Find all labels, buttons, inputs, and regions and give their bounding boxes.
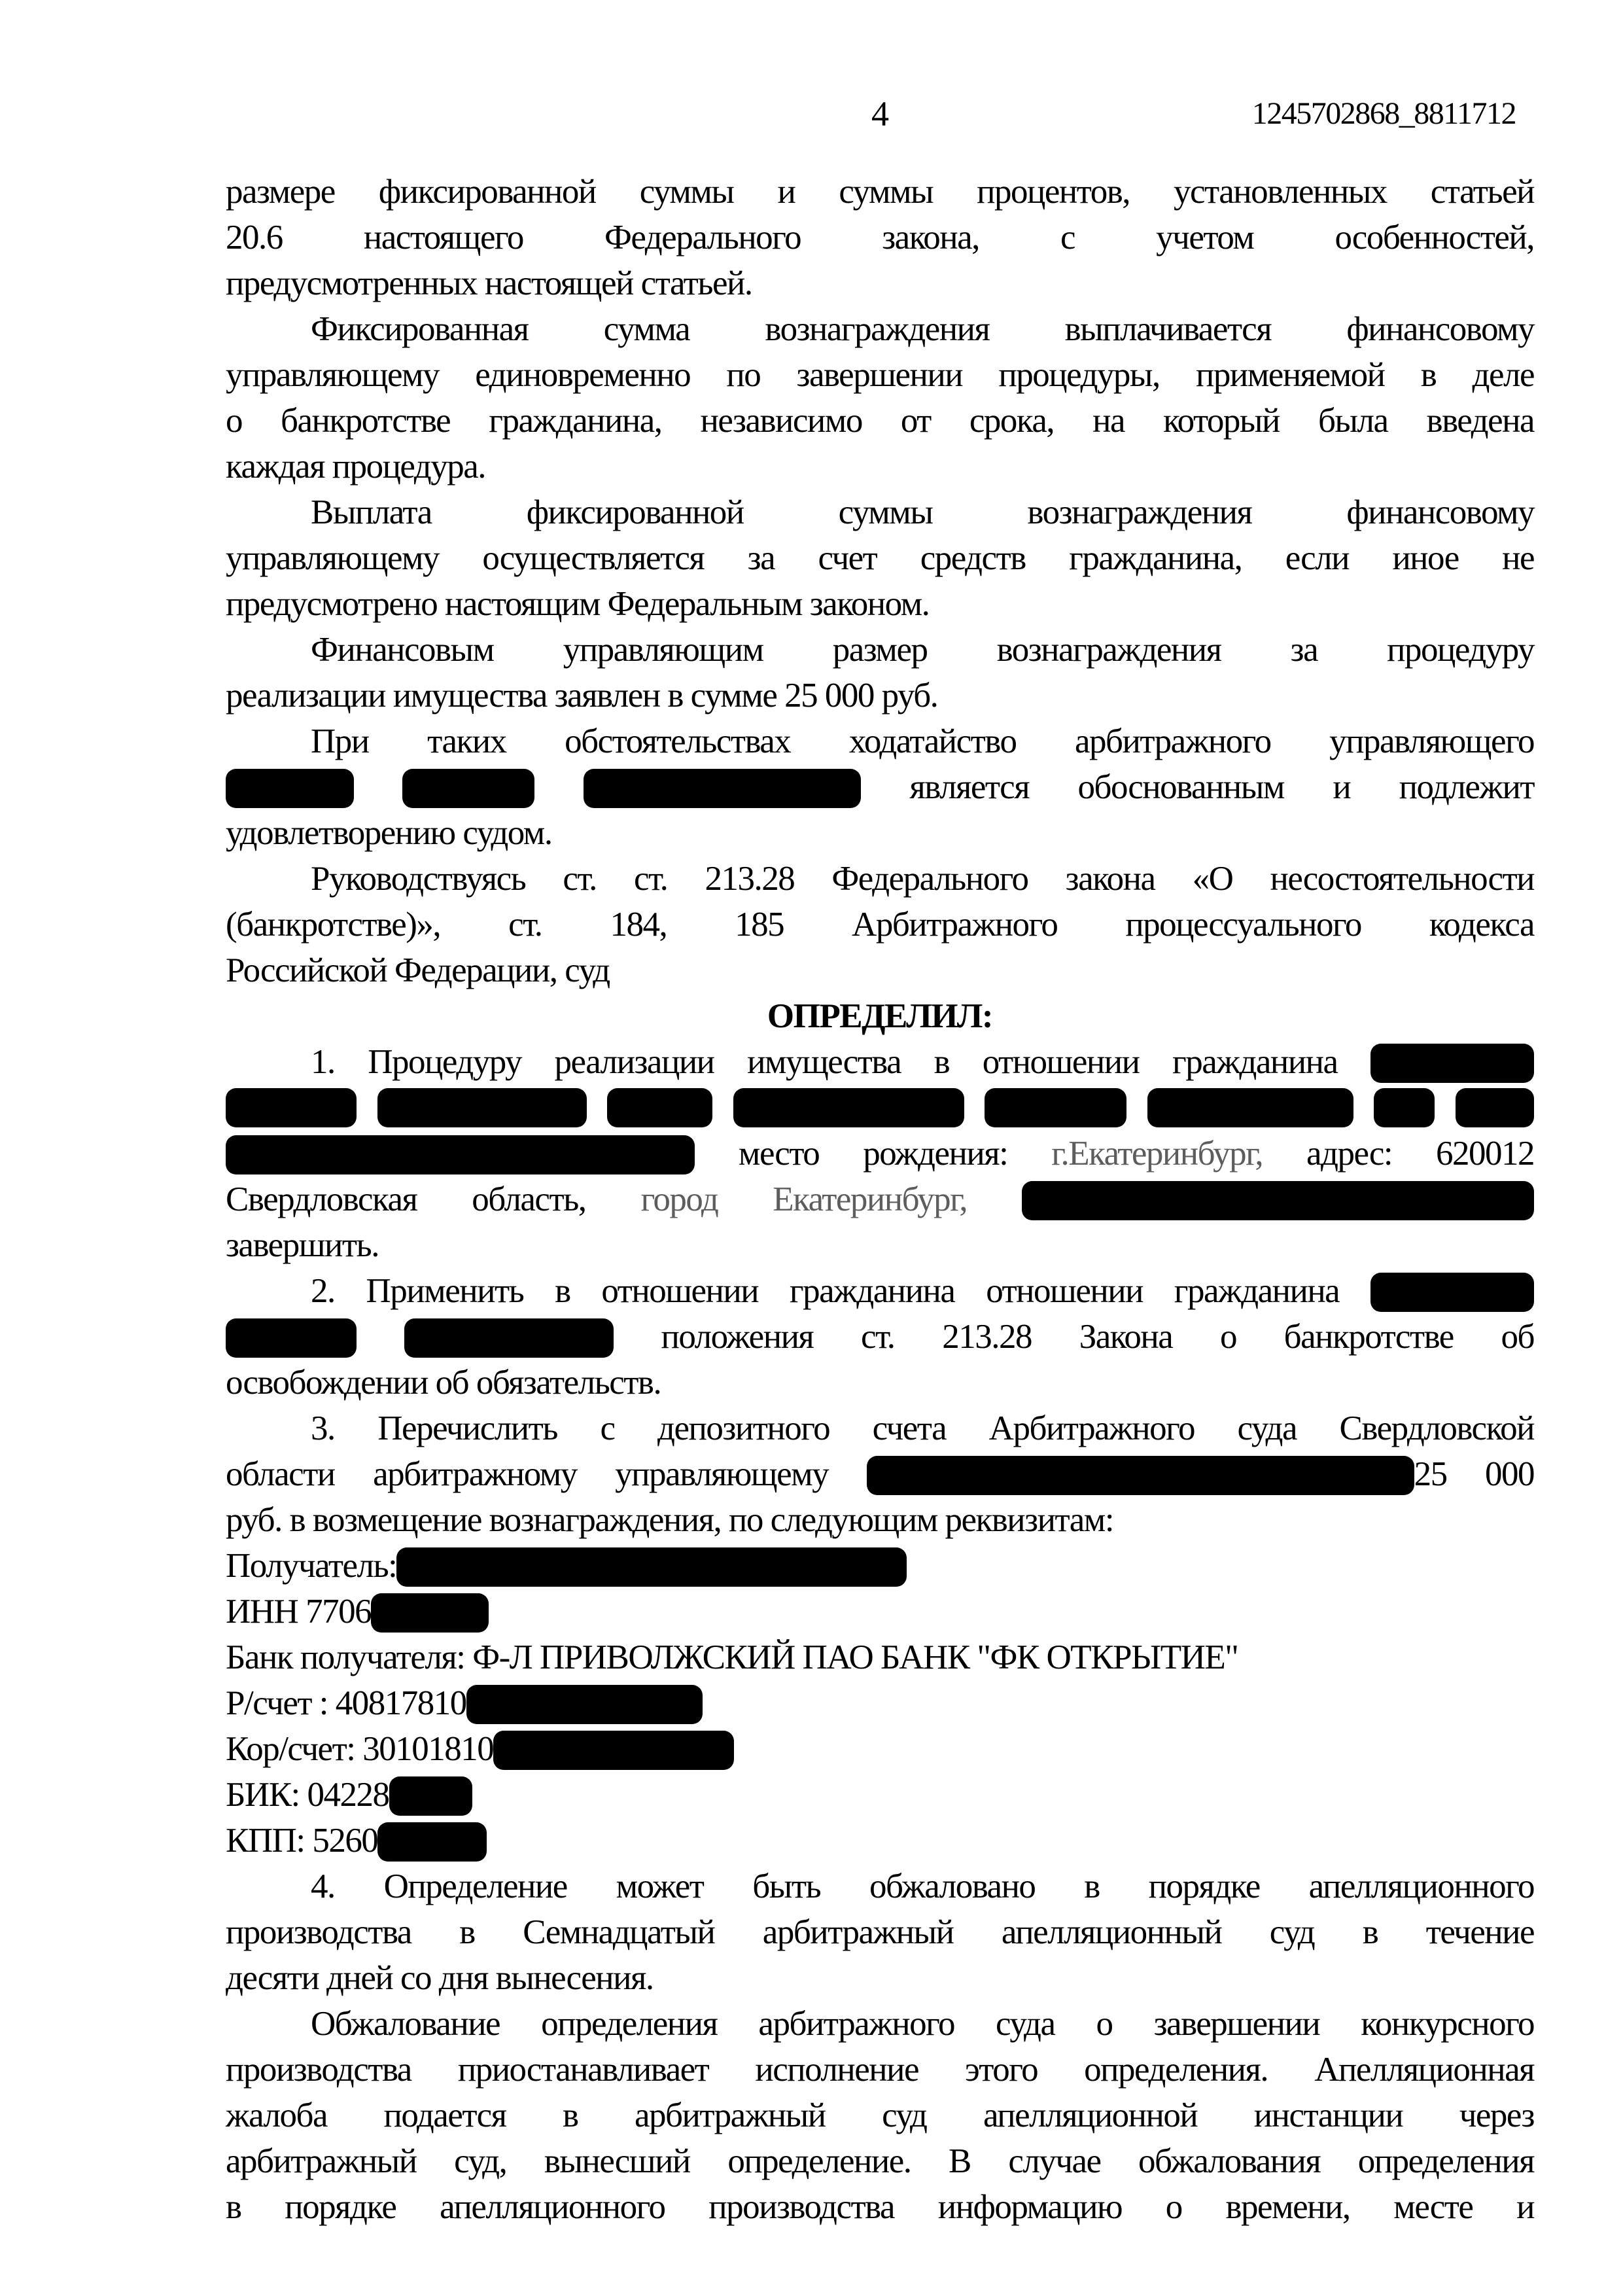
redaction-box <box>402 769 534 808</box>
text-run: Обжалование определения арбитражного суда о завершении конкурсного <box>311 2005 1534 2043</box>
inn-line <box>226 1589 1534 1634</box>
line-7 <box>226 444 1534 489</box>
redaction-box <box>226 1135 695 1174</box>
text-run: каждая процедура. <box>226 448 485 486</box>
redaction-box <box>493 1731 734 1770</box>
text-run: Руководствуясь ст. ст. 213.28 Федерального закона «О несостоятельности <box>311 860 1534 898</box>
redaction-box <box>985 1088 1126 1127</box>
text-run: производства в Семнадцатый арбитражный апелляционный суд в течение <box>226 1913 1534 1951</box>
text-run: Российской Федерации, суд <box>226 951 610 989</box>
redaction-box <box>1022 1181 1534 1220</box>
line-16 <box>226 856 1534 902</box>
line-30 <box>226 1497 1534 1543</box>
page-number: 4 <box>871 94 888 133</box>
text-run: Фиксированная сумма вознаграждения выплачивается финансовому <box>311 310 1534 348</box>
line-42 <box>226 2047 1534 2093</box>
page-header <box>226 90 1534 137</box>
text-run: в порядке апелляционного производства информацию о времени, месте и <box>226 2188 1534 2226</box>
line-28 <box>226 1405 1534 1451</box>
text-run: положения ст. 213.28 Закона о банкротстве об <box>661 1318 1535 1356</box>
line-1 <box>226 169 1534 215</box>
bank-line <box>226 1634 1534 1680</box>
text-run: адрес: 620012 <box>1306 1135 1535 1173</box>
text-run: завершить. <box>226 1226 379 1264</box>
text-run: 20.6 настоящего Федерального закона, с учетом особенностей, <box>226 219 1534 256</box>
line-18 <box>226 947 1534 993</box>
text-run: управляющему осуществляется за счет средств гражданина, если иное не <box>226 539 1534 577</box>
document-body <box>226 169 1534 2230</box>
heading-text: ОПРЕДЕЛИЛ: <box>767 997 993 1035</box>
muted-text-run: г.Екатеринбург, <box>1051 1135 1263 1173</box>
text-run: При таких обстоятельствах ходатайство арбитражного управляющего <box>311 722 1534 760</box>
line-26 <box>226 1314 1534 1360</box>
text-run: реализации имущества заявлен в сумме 25 000 руб. <box>226 677 938 715</box>
redaction-box <box>466 1685 703 1724</box>
line-27 <box>226 1360 1534 1405</box>
korschet-line <box>226 1726 1534 1772</box>
text-run: 25 000 <box>1414 1455 1534 1493</box>
line-3 <box>226 260 1534 306</box>
redaction-box <box>226 1318 357 1358</box>
text-run: Финансовым управляющим размер вознаграждения за процедуру <box>311 631 1534 669</box>
text-run: 4. Определение может быть обжаловано в порядке апелляционного <box>311 1867 1534 1905</box>
document-content <box>226 90 1534 2230</box>
text-run: предусмотренных настоящей статьей. <box>226 264 752 302</box>
line-38 <box>226 1863 1534 1909</box>
line-12 <box>226 673 1534 718</box>
text-run: (банкротстве)», ст. 184, 185 Арбитражного процессуального кодекса <box>226 906 1534 944</box>
text-run: является обоснованным и подлежит <box>909 768 1535 806</box>
resolution-heading <box>226 993 1534 1039</box>
line-45 <box>226 2184 1534 2230</box>
document-id: 1245702868_8811712 <box>1251 96 1516 131</box>
text-run: ИНН 7706 <box>226 1593 372 1631</box>
line-2 <box>226 215 1534 260</box>
line-40 <box>226 1955 1534 2001</box>
text-run: управляющему единовременно по завершении процедуры, применяемой в деле <box>226 356 1534 394</box>
text-run: арбитражный суд, вынесший определение. В случае обжалования определения <box>226 2142 1534 2180</box>
redaction-box <box>1370 1273 1534 1312</box>
text-run: Свердловская область, <box>226 1180 586 1218</box>
line-22 <box>226 1131 1534 1176</box>
redaction-box <box>1456 1088 1534 1127</box>
line-5 <box>226 352 1534 398</box>
text-run: 3. Перечислить с депозитного счета Арбитражного суда Свердловской <box>311 1409 1534 1447</box>
text-run: 2. Применить в отношении гражданина отношении гражданина <box>311 1272 1340 1310</box>
redaction-box <box>1370 1044 1534 1083</box>
line-6 <box>226 398 1534 444</box>
text-run: 1. Процедуру реализации имущества в отношении гражданина <box>311 1043 1338 1081</box>
text-run: Кор/счет: 30101810 <box>226 1730 494 1768</box>
line-4 <box>226 306 1534 352</box>
text-run: БИК: 04228 <box>226 1776 389 1814</box>
text-run: Р/счет : 40817810 <box>226 1684 466 1722</box>
line-29 <box>226 1451 1534 1497</box>
redaction-box <box>404 1318 614 1358</box>
line-17 <box>226 902 1534 947</box>
line-13 <box>226 718 1534 764</box>
redaction-box <box>867 1456 1414 1495</box>
redaction-box <box>733 1088 964 1127</box>
line-14 <box>226 764 1534 810</box>
text-run: КПП: 5260 <box>226 1822 378 1860</box>
line-41 <box>226 2001 1534 2047</box>
text-run: Получатель: <box>226 1547 397 1585</box>
recipient-line <box>226 1543 1534 1589</box>
text-run: освобождении об обязательств. <box>226 1364 661 1402</box>
redaction-box <box>607 1088 712 1127</box>
redaction-box <box>371 1593 489 1633</box>
line-8 <box>226 489 1534 535</box>
redaction-box <box>377 1822 487 1862</box>
rschet-line <box>226 1680 1534 1726</box>
text-run: руб. в возмещение вознаграждения, по следующим реквизитам: <box>226 1501 1114 1539</box>
redaction-box <box>389 1776 472 1816</box>
line-39 <box>226 1909 1534 1955</box>
text-run: предусмотрено настоящим Федеральным законом. <box>226 585 930 623</box>
muted-text-run: город Екатеринбург, <box>640 1180 968 1218</box>
text-run: место рождения: <box>738 1135 1008 1173</box>
redaction-box <box>584 769 861 808</box>
text-run: жалоба подается в арбитражный суд апелляционной инстанции через <box>226 2096 1534 2134</box>
line-43 <box>226 2093 1534 2138</box>
line-10 <box>226 581 1534 627</box>
text-run: Выплата фиксированной суммы вознаграждения финансовому <box>311 493 1534 531</box>
line-20 <box>226 1039 1534 1085</box>
redaction-box <box>377 1088 587 1127</box>
line-9 <box>226 535 1534 581</box>
text-run: области арбитражному управляющему <box>226 1455 829 1493</box>
text-run: о банкротстве гражданина, независимо от срока, на который была введена <box>226 402 1534 440</box>
line-24 <box>226 1222 1534 1268</box>
text-run: производства приостанавливает исполнение этого определения. Апелляционная <box>226 2051 1534 2089</box>
text-run: размере фиксированной суммы и суммы процентов, установленных статьей <box>226 173 1534 211</box>
line-21 <box>226 1085 1534 1131</box>
text-run: десяти дней со дня вынесения. <box>226 1959 654 1997</box>
redaction-box <box>396 1547 907 1587</box>
line-44 <box>226 2138 1534 2184</box>
redaction-box <box>226 1088 357 1127</box>
text-run: Банк получателя: Ф-Л ПРИВОЛЖСКИЙ ПАО БАНК "ФК ОТКРЫТИЕ" <box>226 1638 1238 1676</box>
line-15 <box>226 810 1534 856</box>
redaction-box <box>1374 1088 1435 1127</box>
line-25 <box>226 1268 1534 1314</box>
kpp-line <box>226 1818 1534 1863</box>
text-run: удовлетворению судом. <box>226 814 552 852</box>
redaction-box <box>226 769 354 808</box>
line-23 <box>226 1176 1534 1222</box>
bik-line <box>226 1772 1534 1818</box>
redaction-box <box>1147 1088 1353 1127</box>
line-11 <box>226 627 1534 673</box>
